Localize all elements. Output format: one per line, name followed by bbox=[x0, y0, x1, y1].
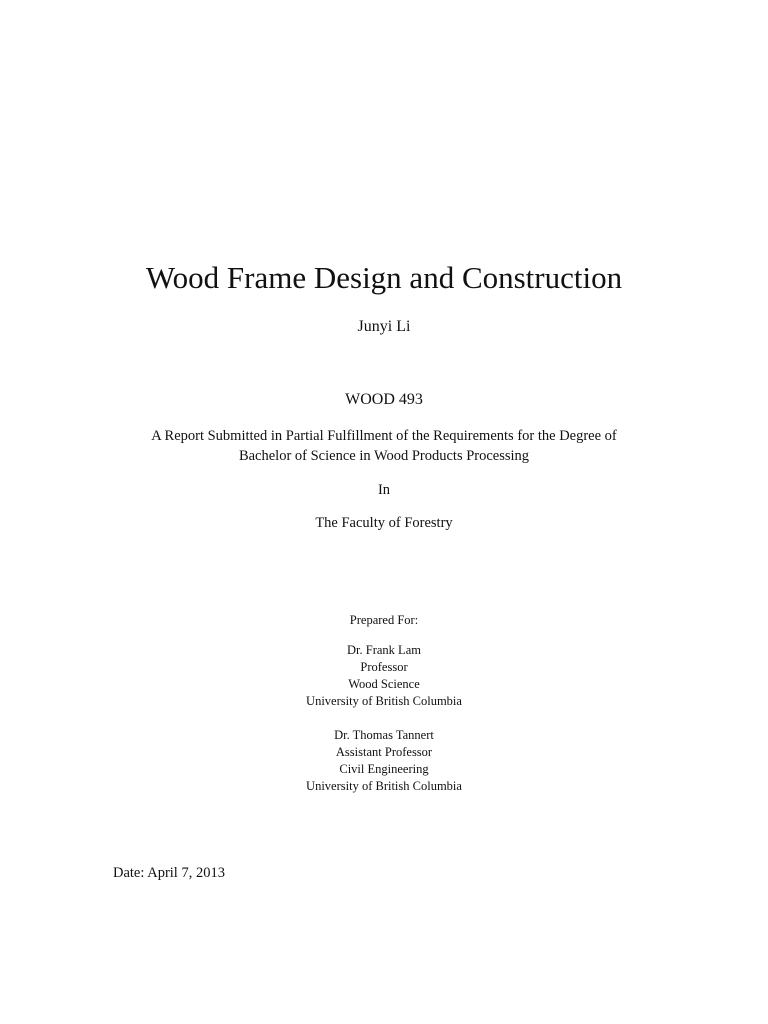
recipient-institution: University of British Columbia bbox=[306, 694, 462, 708]
faculty-name: The Faculty of Forestry bbox=[315, 515, 453, 531]
recipient-name: Dr. Frank Lam bbox=[347, 643, 421, 657]
recipient-institution: University of British Columbia bbox=[306, 779, 462, 793]
author-name: Junyi Li bbox=[357, 318, 411, 335]
recipient-position: Assistant Professor bbox=[335, 745, 433, 759]
course-code: WOOD 493 bbox=[345, 391, 423, 408]
in-text: In bbox=[377, 482, 391, 498]
statement-line-1: A Report Submitted in Partial Fulfillment of the Requirements for the Degree of bbox=[151, 428, 617, 444]
report-date: Date: April 7, 2013 bbox=[113, 865, 225, 881]
recipient-name: Dr. Thomas Tannert bbox=[334, 728, 434, 742]
recipient-department: Civil Engineering bbox=[339, 762, 429, 776]
report-title: Wood Frame Design and Construction bbox=[145, 260, 623, 295]
recipient-department: Wood Science bbox=[348, 677, 420, 691]
recipient-position: Professor bbox=[360, 660, 408, 674]
recipient-block bbox=[0, 727, 768, 795]
recipient-block bbox=[0, 642, 768, 710]
submission-statement bbox=[0, 426, 768, 466]
statement-line-2: Bachelor of Science in Wood Products Processing bbox=[238, 448, 530, 464]
prepared-for-label: Prepared For: bbox=[349, 613, 419, 627]
